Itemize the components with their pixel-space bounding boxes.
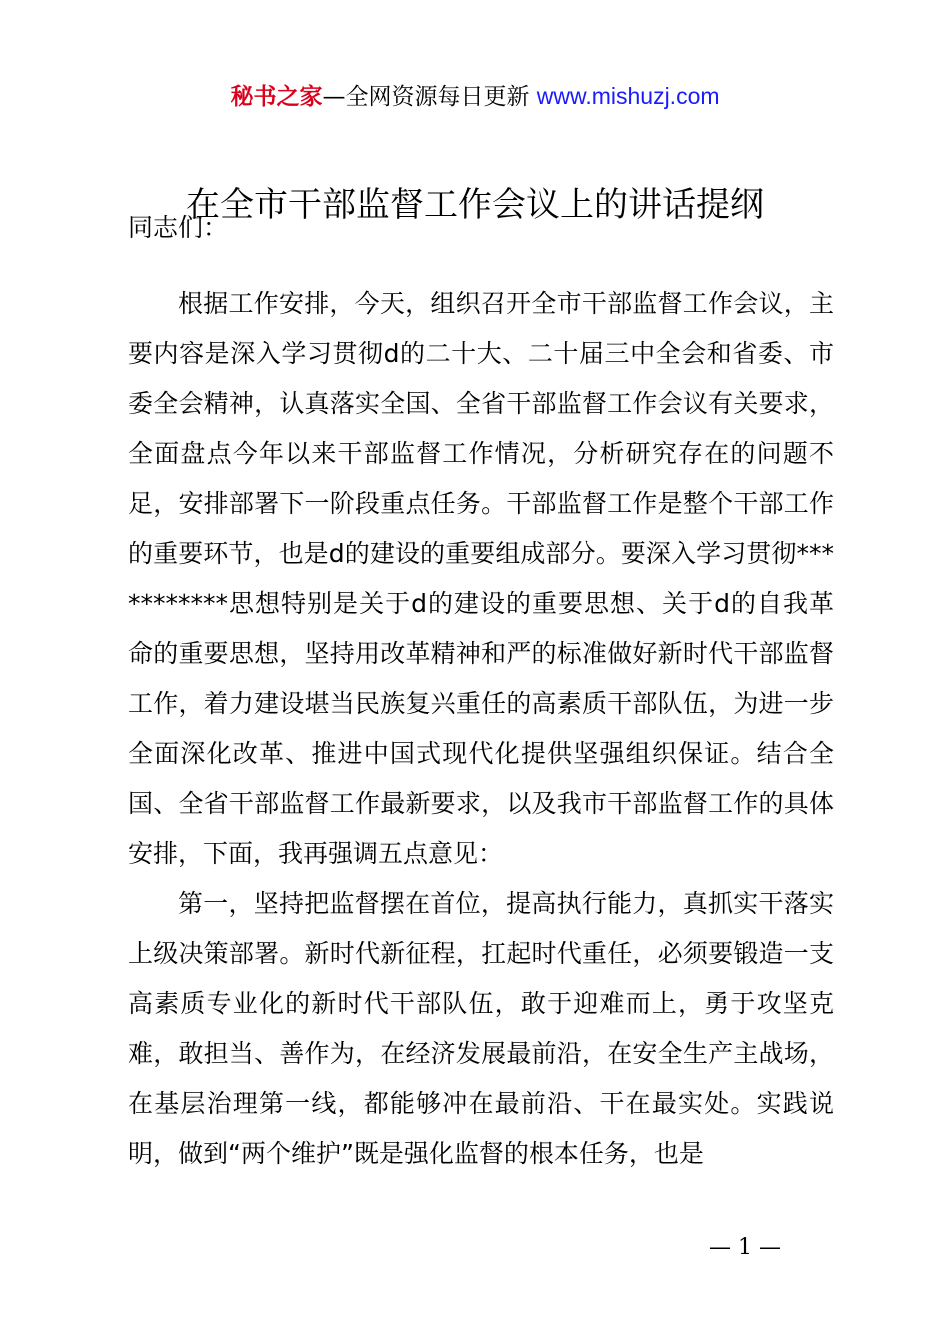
salutation: 同志们：	[128, 213, 229, 242]
paragraph-intro: 根据工作安排，今天，组织召开全市干部监督工作会议，主要内容是深入学习贯彻d的二十大、二十届三中全会和省委、市委全会精神，认真落实全国、全省干部监督工作会议有关要求，全面盘点今年以来干部监督工作情况，分析研究存在的问题不足，安排部署下一阶段重点任务。干部监督工作是整个干部工作的重要环节，也是d的建设的重要组成部分。要深入学习贯彻***********思想特别是关于d的建设的重要思想、关于d的自我革命的重要思想，坚持用改革精神和严的标准做好新时代干部监督工作，着力建设堪当民族复兴重任的高素质干部队伍，为进一步全面深化改革、推进中国式现代化提供坚强组织保证。结合全国、全省干部监督工作最新要求，以及我市干部监督工作的具体安排，下面，我再强调五点意见：	[128, 289, 834, 868]
paragraph-first-point: 第一，坚持把监督摆在首位，提高执行能力，真抓实干落实上级决策部署。新时代新征程，扛起时代重任，必须要锻造一支高素质专业化的新时代干部队伍，敢于迎难而上，勇于攻坚克难，敢担当、善作为，在经济发展最前沿，在安全生产主战场，在基层治理第一线，都能够冲在最前沿、干在最实处。实践说明，做到“两个维护”既是强化监督的根本任务，也是	[128, 889, 834, 1168]
document-title: 在全市干部监督工作会议上的讲话提纲	[186, 185, 764, 225]
site-url-link[interactable]: www.mishuzj.com	[536, 83, 720, 109]
site-brand: 秘书之家	[230, 84, 323, 110]
document-body	[128, 279, 834, 1179]
site-tagline: —全网资源每日更新	[322, 84, 537, 110]
site-banner	[0, 80, 950, 113]
page-number: — 1 —	[709, 1235, 781, 1260]
